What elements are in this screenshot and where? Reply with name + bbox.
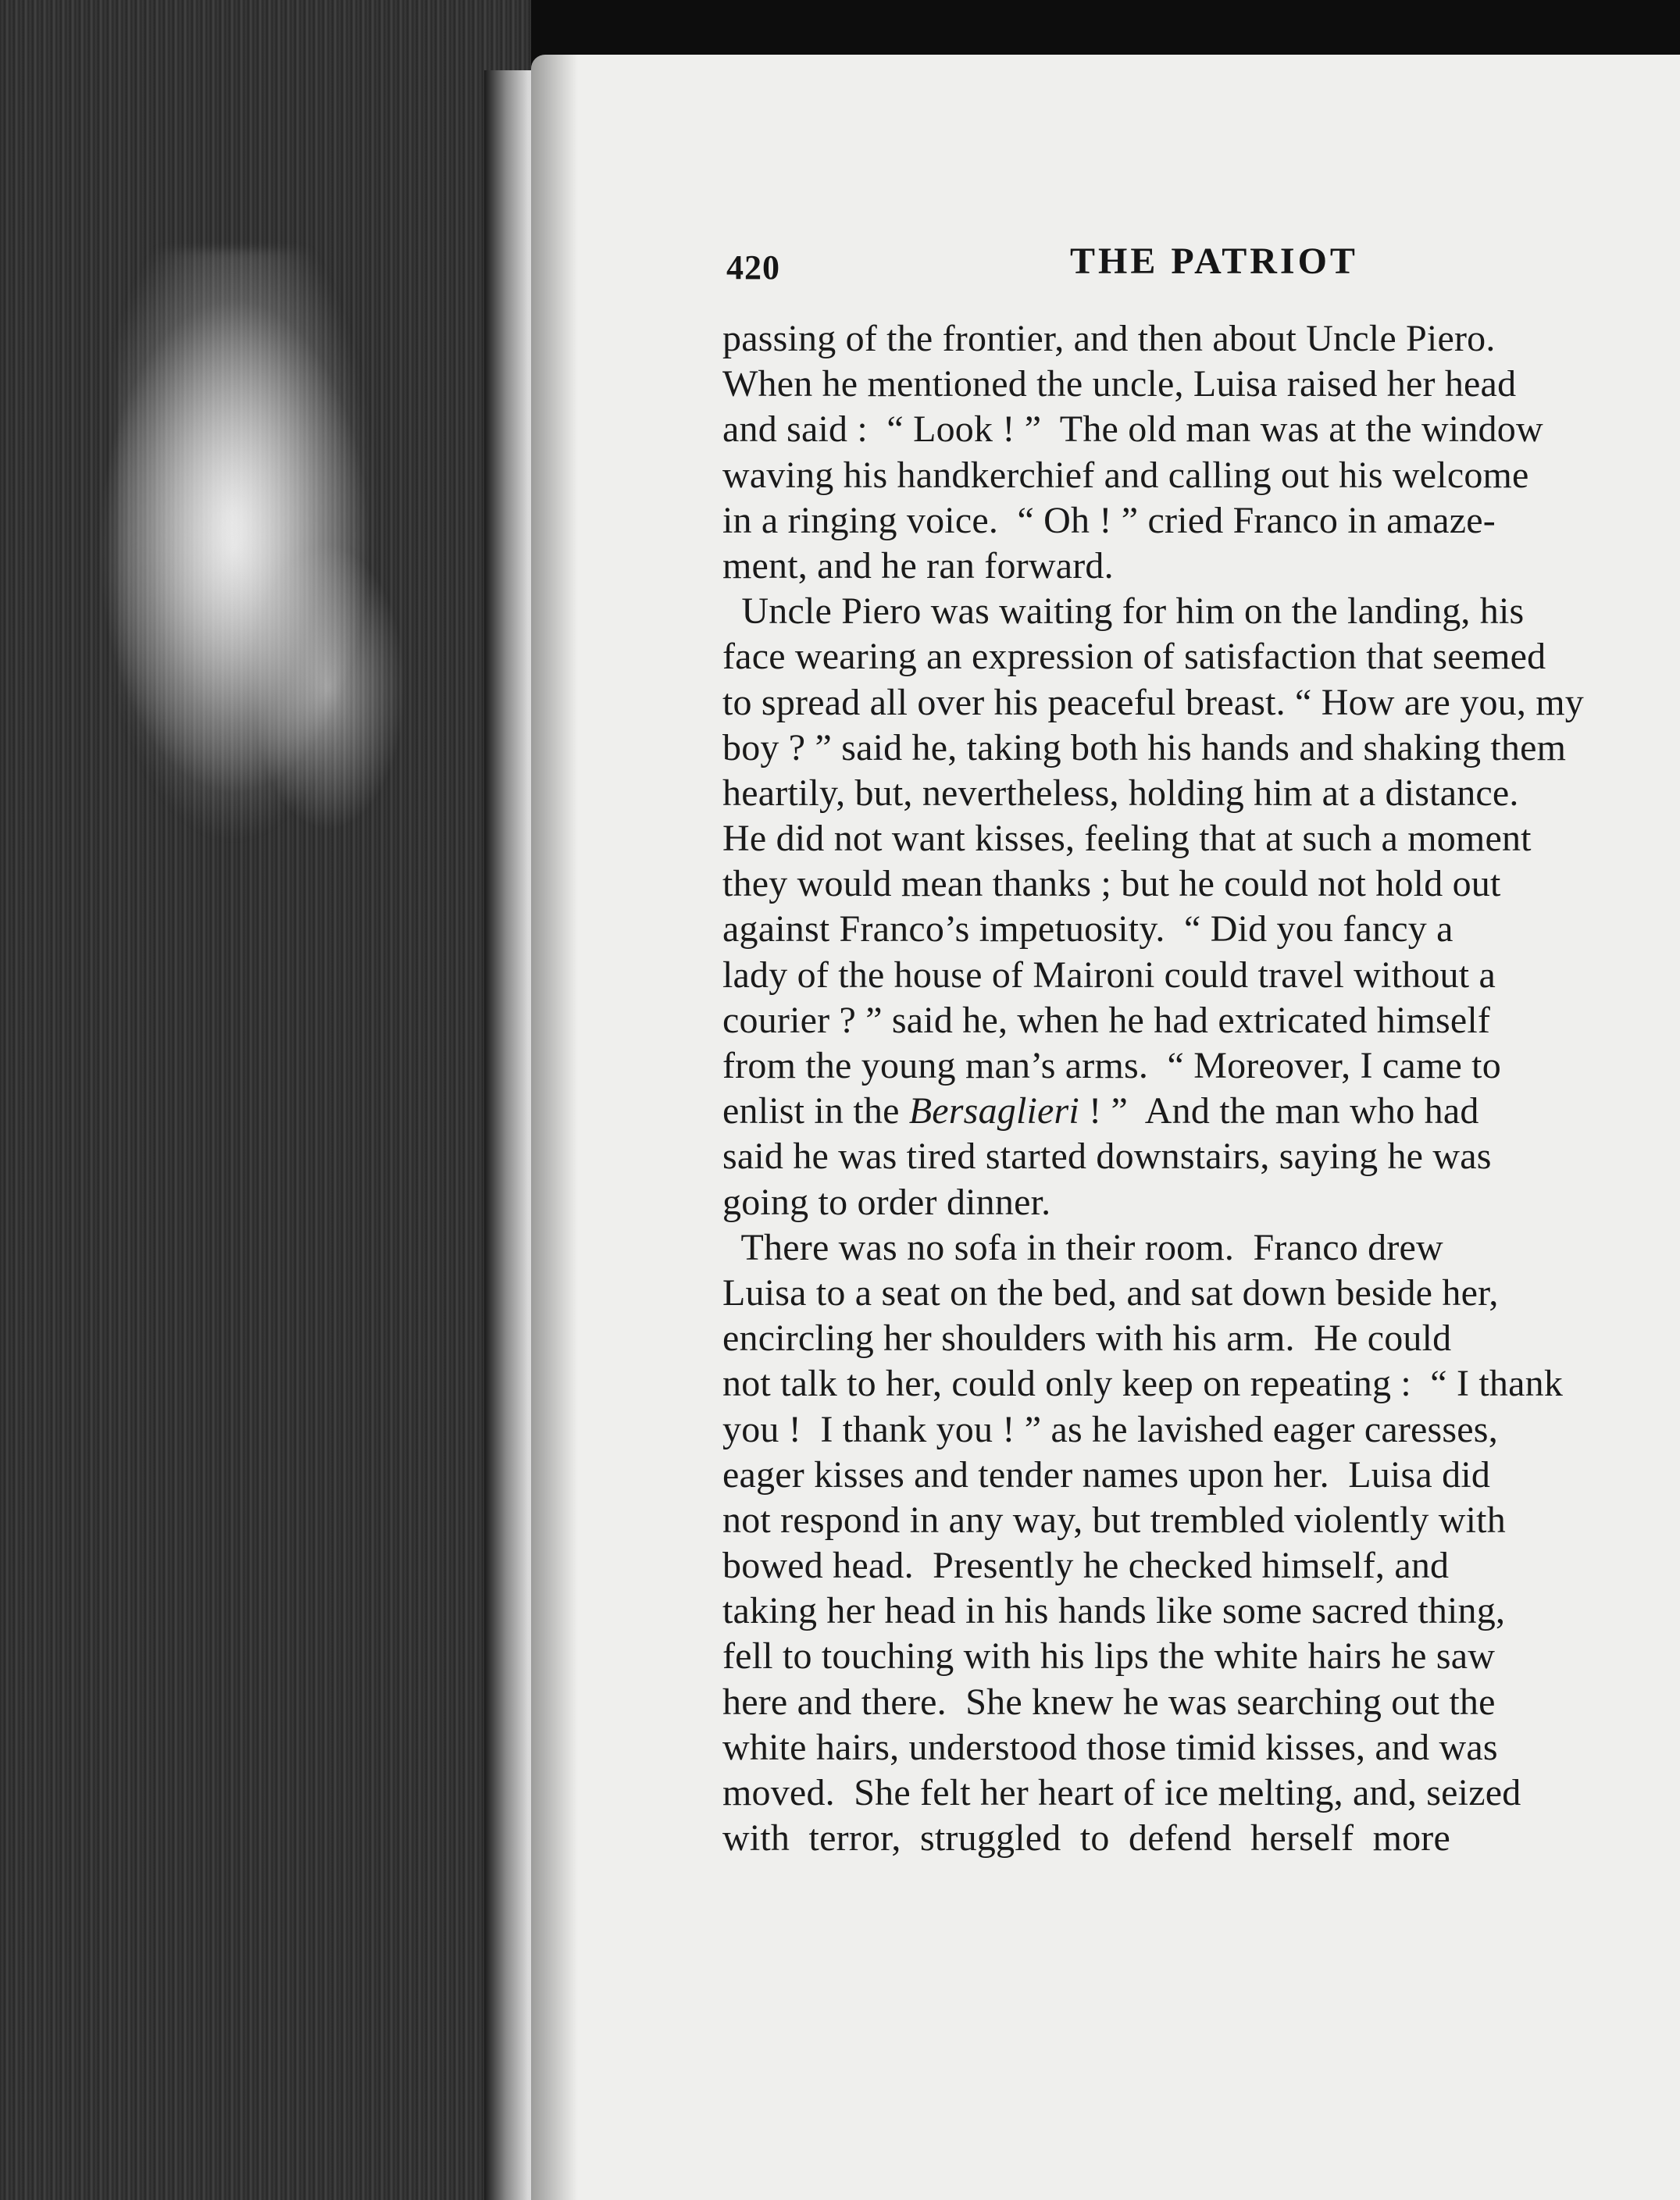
text-line: against Franco’s impetuosity. “ Did you fancy a <box>722 908 1454 950</box>
text-line: said he was tired started downstairs, saying he was <box>722 1136 1492 1178</box>
text-line: you ! I thank you ! ” as he lavished eager caresses, <box>722 1408 1498 1450</box>
text-line: encircling her shoulders with his arm. He could <box>722 1318 1452 1360</box>
text-line: eager kisses and tender names upon her. Luisa did <box>722 1453 1491 1496</box>
text-line: they would mean thanks ; but he could not hold out <box>722 863 1501 905</box>
text-line: not respond in any way, but trembled violently with <box>722 1499 1506 1541</box>
text-line: There was no sofa in their room. Franco drew <box>722 1226 1443 1268</box>
text-line: lady of the house of Maironi could travel without a <box>722 954 1496 996</box>
text-line: going to order dinner. <box>722 1181 1051 1223</box>
book-page <box>531 55 1680 2200</box>
text-line: ment, and he ran forward. <box>722 544 1114 587</box>
text-line: courier ? ” said he, when he had extricated himself <box>722 999 1491 1041</box>
text-line: fell to touching with his lips the white hairs he saw <box>722 1635 1496 1678</box>
text-line: to spread all over his peaceful breast. “ How are you, my <box>722 681 1585 723</box>
page-number: 420 <box>726 248 780 287</box>
text-line: Uncle Piero was waiting for him on the landing, his <box>722 590 1525 633</box>
text-line: heartily, but, nevertheless, holding him at a distance. <box>722 772 1519 814</box>
text-line: and said : “ Look ! ” The old man was at the window <box>722 408 1543 451</box>
text-line: face wearing an expression of satisfaction that seemed <box>722 636 1546 678</box>
text-line: in a ringing voice. “ Oh ! ” cried Franco in amaze- <box>722 499 1496 541</box>
running-head: THE PATRIOT <box>1070 241 1358 282</box>
text-line: Luisa to a seat on the bed, and sat down beside her, <box>722 1271 1499 1314</box>
text-line: boy ? ” said he, taking both his hands and shaking them <box>722 726 1567 768</box>
text-line: not talk to her, could only keep on repeating : “ I thank <box>722 1363 1564 1405</box>
text-line: When he mentioned the uncle, Luisa raised her head <box>722 363 1517 405</box>
text-line: waving his handkerchief and calling out his welcome <box>722 454 1529 496</box>
text-line: here and there. She knew he was searching out the <box>722 1681 1496 1723</box>
body-text <box>722 316 1584 1861</box>
text-line: bowed head. Presently he checked himself, and <box>722 1545 1450 1587</box>
text-line: moved. She felt her heart of ice melting, and, seized <box>722 1772 1521 1813</box>
book-page-edge <box>0 0 531 2200</box>
text-line: white hairs, understood those timid kisses, and was <box>722 1726 1498 1768</box>
text-line: passing of the frontier, and then about Uncle Piero. <box>722 318 1496 359</box>
text-line: taking her head in his hands like some sacred thing, <box>722 1590 1506 1632</box>
text-line: with terror, struggled to defend herself more <box>722 1817 1450 1859</box>
text-line: enlist in the Bersaglieri ! ” And the man who had <box>722 1090 1479 1132</box>
text-line: He did not want kisses, feeling that at such a moment <box>722 818 1532 860</box>
page-edge-stain <box>117 250 375 843</box>
text-line: from the young man’s arms. “ Moreover, I came to <box>722 1045 1501 1086</box>
